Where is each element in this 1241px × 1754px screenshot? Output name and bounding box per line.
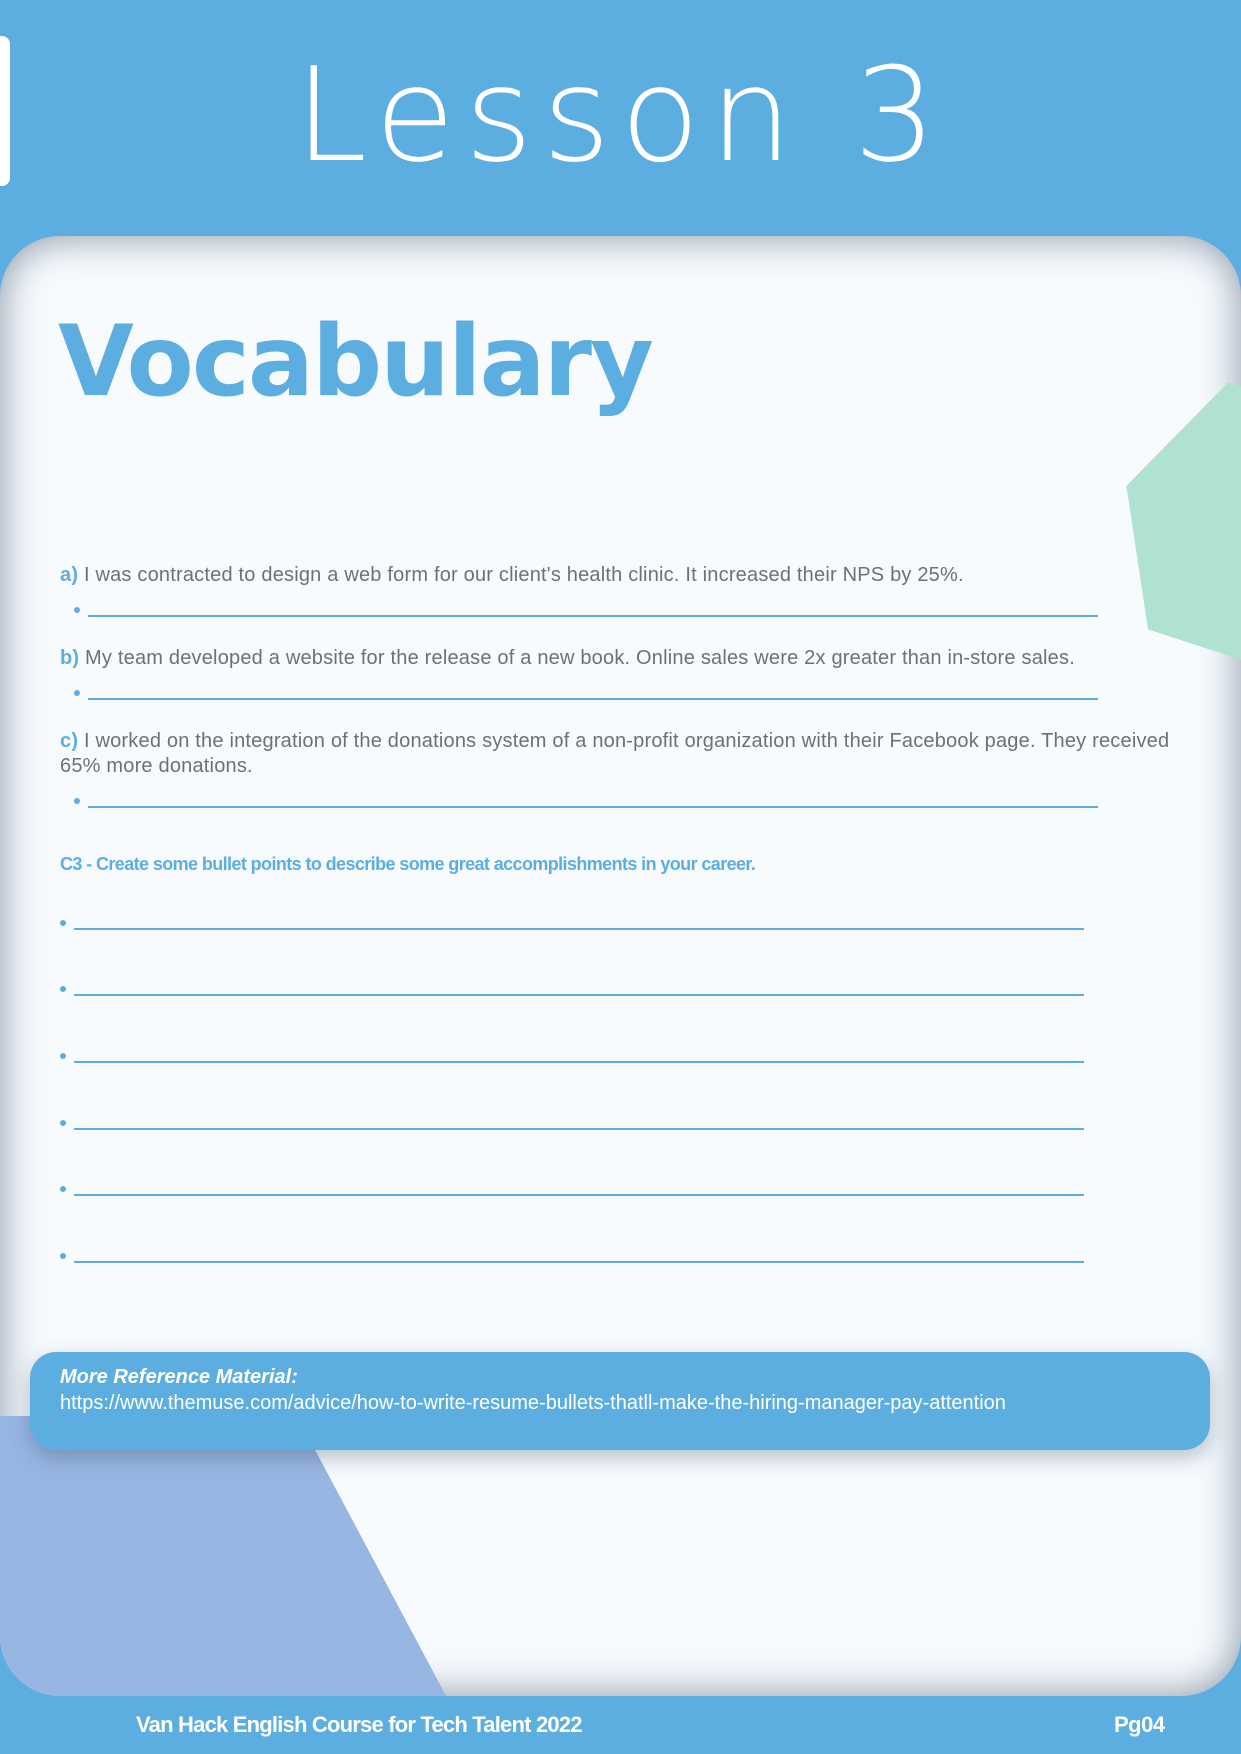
lesson-title: Lesson 3 (294, 39, 947, 191)
answer-line-b[interactable] (88, 698, 1098, 700)
question-b (60, 646, 1180, 671)
answer-line-a[interactable] (88, 615, 1098, 617)
question-text: I worked on the integration of the donations system of a non-profit organization with their Facebook page. They received 65% more donations. (60, 730, 1170, 777)
decorative-hexagon-green (1086, 362, 1241, 690)
reference-link[interactable]: https://www.themuse.com/advice/how-to-write-resume-bullets-thatll-make-the-hiring-manager-pay-attention (60, 1392, 1006, 1414)
accomplishment-bullet (60, 986, 66, 992)
section-title: Vocabulary (58, 305, 652, 419)
question-a (60, 563, 1180, 588)
reference-title: More Reference Material: (60, 1366, 298, 1388)
accomplishment-bullet (60, 1253, 66, 1259)
accomplishment-bullet (60, 920, 66, 926)
question-c (60, 729, 1180, 779)
task-heading: C3 - Create some bullet points to describe some great accomplishments in your career. (60, 854, 756, 874)
answer-line-c[interactable] (88, 806, 1098, 808)
accomplishment-line-2[interactable] (74, 994, 1084, 996)
accomplishment-bullet (60, 1120, 66, 1126)
question-letter: a) (60, 564, 79, 586)
answer-bullet (74, 690, 80, 696)
question-letter: c) (60, 730, 79, 752)
page-number: Pg04 (1114, 1712, 1165, 1737)
accomplishment-line-1[interactable] (74, 928, 1084, 930)
accomplishment-line-6[interactable] (74, 1261, 1084, 1263)
question-text: I was contracted to design a web form for our client's health clinic. It increased their NPS by 25%. (83, 564, 964, 586)
question-text: My team developed a website for the release of a new book. Online sales were 2x greater than in-store sales. (85, 647, 1075, 669)
accomplishment-line-3[interactable] (74, 1061, 1084, 1063)
accomplishment-bullet (60, 1186, 66, 1192)
reference-box (30, 1352, 1210, 1450)
accomplishment-line-5[interactable] (74, 1194, 1084, 1196)
footer-course-title: Van Hack English Course for Tech Talent 2022 (136, 1712, 582, 1737)
content-card (0, 236, 1241, 1696)
answer-bullet (74, 607, 80, 613)
question-letter: b) (60, 647, 80, 669)
accomplishment-bullet (60, 1053, 66, 1059)
decorative-hexagon-blue (0, 1416, 500, 1696)
answer-bullet (74, 798, 80, 804)
accomplishment-line-4[interactable] (74, 1128, 1084, 1130)
